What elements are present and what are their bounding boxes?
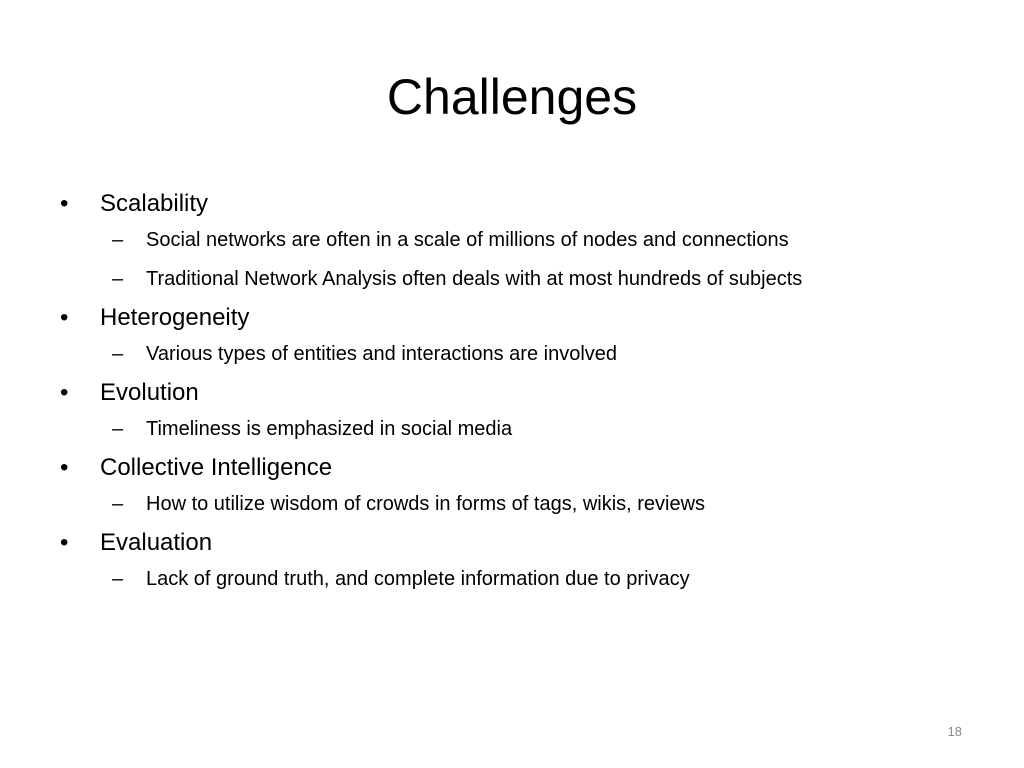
sub-item-text: Lack of ground truth, and complete information due to privacy bbox=[146, 568, 690, 590]
bullet-marker: • bbox=[60, 379, 69, 406]
bullet-item-scalability bbox=[60, 186, 960, 296]
sub-list bbox=[60, 563, 960, 596]
sub-marker: – bbox=[112, 229, 124, 251]
sub-item bbox=[112, 224, 960, 257]
sub-marker: – bbox=[112, 343, 124, 365]
sub-item bbox=[112, 488, 960, 521]
bullet-marker: • bbox=[60, 529, 69, 556]
sub-item bbox=[112, 263, 960, 296]
sub-item-text: How to utilize wisdom of crowds in forms of tags, wikis, reviews bbox=[146, 493, 706, 515]
sub-list bbox=[60, 488, 960, 521]
bullet-marker: • bbox=[60, 190, 69, 217]
bullet-list bbox=[60, 186, 960, 600]
sub-marker: – bbox=[112, 268, 124, 290]
sub-list bbox=[60, 338, 960, 371]
sub-item-text: Various types of entities and interactions are involved bbox=[146, 343, 618, 365]
bullet-item-evolution bbox=[60, 375, 960, 446]
bullet-marker: • bbox=[60, 454, 69, 481]
slide-title: Challenges bbox=[386, 69, 638, 125]
bullet-label: Evolution bbox=[100, 379, 199, 406]
page-number: 18 bbox=[947, 724, 962, 739]
bullet-label: Scalability bbox=[100, 190, 209, 217]
sub-marker: – bbox=[112, 568, 124, 590]
sub-marker: – bbox=[112, 418, 124, 440]
sub-item-text: Social networks are often in a scale of millions of nodes and connections bbox=[146, 229, 789, 251]
bullet-marker: • bbox=[60, 304, 69, 331]
sub-item-text: Timeliness is emphasized in social media bbox=[146, 418, 513, 440]
sub-marker: – bbox=[112, 493, 124, 515]
sub-item bbox=[112, 563, 960, 596]
bullet-label: Heterogeneity bbox=[100, 304, 250, 331]
sub-item bbox=[112, 413, 960, 446]
bullet-item-evaluation bbox=[60, 525, 960, 596]
bullet-label: Evaluation bbox=[100, 529, 213, 556]
sub-list bbox=[60, 413, 960, 446]
sub-item bbox=[112, 338, 960, 371]
sub-list bbox=[60, 224, 960, 296]
bullet-item-collective-intelligence bbox=[60, 450, 960, 521]
sub-item-text: Traditional Network Analysis often deals with at most hundreds of subjects bbox=[146, 268, 803, 290]
bullet-label: Collective Intelligence bbox=[100, 454, 333, 481]
bullet-item-heterogeneity bbox=[60, 300, 960, 371]
